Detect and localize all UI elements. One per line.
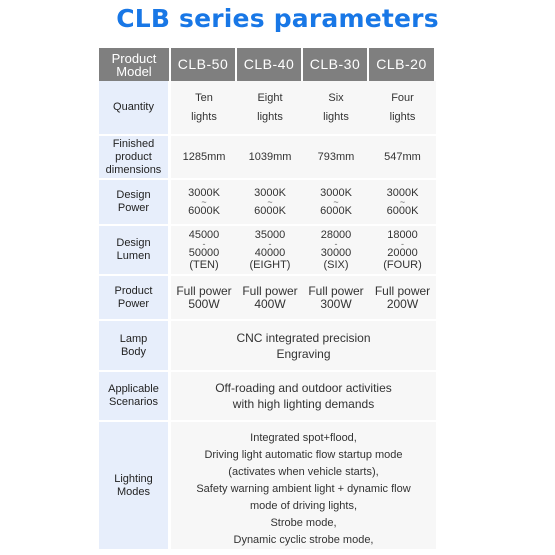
row-label-quantity: Quantity <box>99 81 171 136</box>
design-power-cell: 3000K ~ 6000K <box>369 180 436 226</box>
header-model-clb20: CLB-20 <box>369 48 436 81</box>
row-product-power <box>99 276 436 321</box>
row-lighting-modes <box>99 422 436 551</box>
lighting-mode-line: Strobe mode, <box>270 517 337 529</box>
row-label-dimensions: Finished product dimensions <box>99 136 171 180</box>
design-lumen-cell: 35000 - 40000 (EIGHT) <box>237 226 303 276</box>
header-product-model: Product Model <box>99 48 171 81</box>
design-lumen-cell: 45000 - 50000 (TEN) <box>171 226 237 276</box>
design-power-cell: 3000K ~ 6000K <box>171 180 237 226</box>
design-lumen-cell: 18000 - 20000 (FOUR) <box>369 226 436 276</box>
quantity-cell: Six lights <box>303 81 369 136</box>
product-power-cell: Full power 500W <box>171 276 237 321</box>
lighting-mode-line: (activates when vehicle starts), <box>228 466 379 478</box>
header-model-clb30: CLB-30 <box>303 48 369 81</box>
row-design-lumen <box>99 226 436 276</box>
dimensions-cell: 547mm <box>369 136 436 180</box>
header-model-clb50: CLB-50 <box>171 48 237 81</box>
row-label-product-power: Product Power <box>99 276 171 321</box>
design-lumen-cell: 28000 - 30000 (SIX) <box>303 226 369 276</box>
row-label-scenarios: Applicable Scenarios <box>99 372 171 422</box>
row-lamp-body <box>99 321 436 372</box>
lamp-body-value: CNC integrated precision Engraving <box>171 321 436 372</box>
product-power-cell: Full power 300W <box>303 276 369 321</box>
row-scenarios <box>99 372 436 422</box>
row-dimensions <box>99 136 436 180</box>
lighting-mode-line: Dynamic cyclic strobe mode, <box>233 534 374 546</box>
lighting-mode-line: Driving light automatic flow startup mode <box>204 449 403 461</box>
quantity-cell: Four lights <box>369 81 436 136</box>
header-row <box>99 48 436 81</box>
row-design-power <box>99 180 436 226</box>
lighting-mode-line: Integrated spot+flood, <box>250 432 357 444</box>
scenarios-value: Off-roading and outdoor activities with high lighting demands <box>171 372 436 422</box>
dimensions-cell: 1285mm <box>171 136 237 180</box>
quantity-cell: Eight lights <box>237 81 303 136</box>
design-power-cell: 3000K ~ 6000K <box>303 180 369 226</box>
quantity-cell: Ten lights <box>171 81 237 136</box>
row-label-lighting-modes: Lighting Modes <box>99 422 171 551</box>
row-label-design-power: Design Power <box>99 180 171 226</box>
row-quantity <box>99 81 436 136</box>
design-power-cell: 3000K ~ 6000K <box>237 180 303 226</box>
row-label-design-lumen: Design Lumen <box>99 226 171 276</box>
lighting-mode-line: mode of driving lights, <box>250 500 357 512</box>
dimensions-cell: 793mm <box>303 136 369 180</box>
product-power-cell: Full power 400W <box>237 276 303 321</box>
lighting-mode-line: Safety warning ambient light + dynamic flow <box>196 483 411 495</box>
header-model-clb40: CLB-40 <box>237 48 303 81</box>
product-power-cell: Full power 200W <box>369 276 436 321</box>
lighting-modes-value <box>171 422 436 551</box>
page-title: CLB series parameters <box>116 4 439 33</box>
dimensions-cell: 1039mm <box>237 136 303 180</box>
row-label-lamp-body: Lamp Body <box>99 321 171 372</box>
parameters-table <box>99 48 436 551</box>
